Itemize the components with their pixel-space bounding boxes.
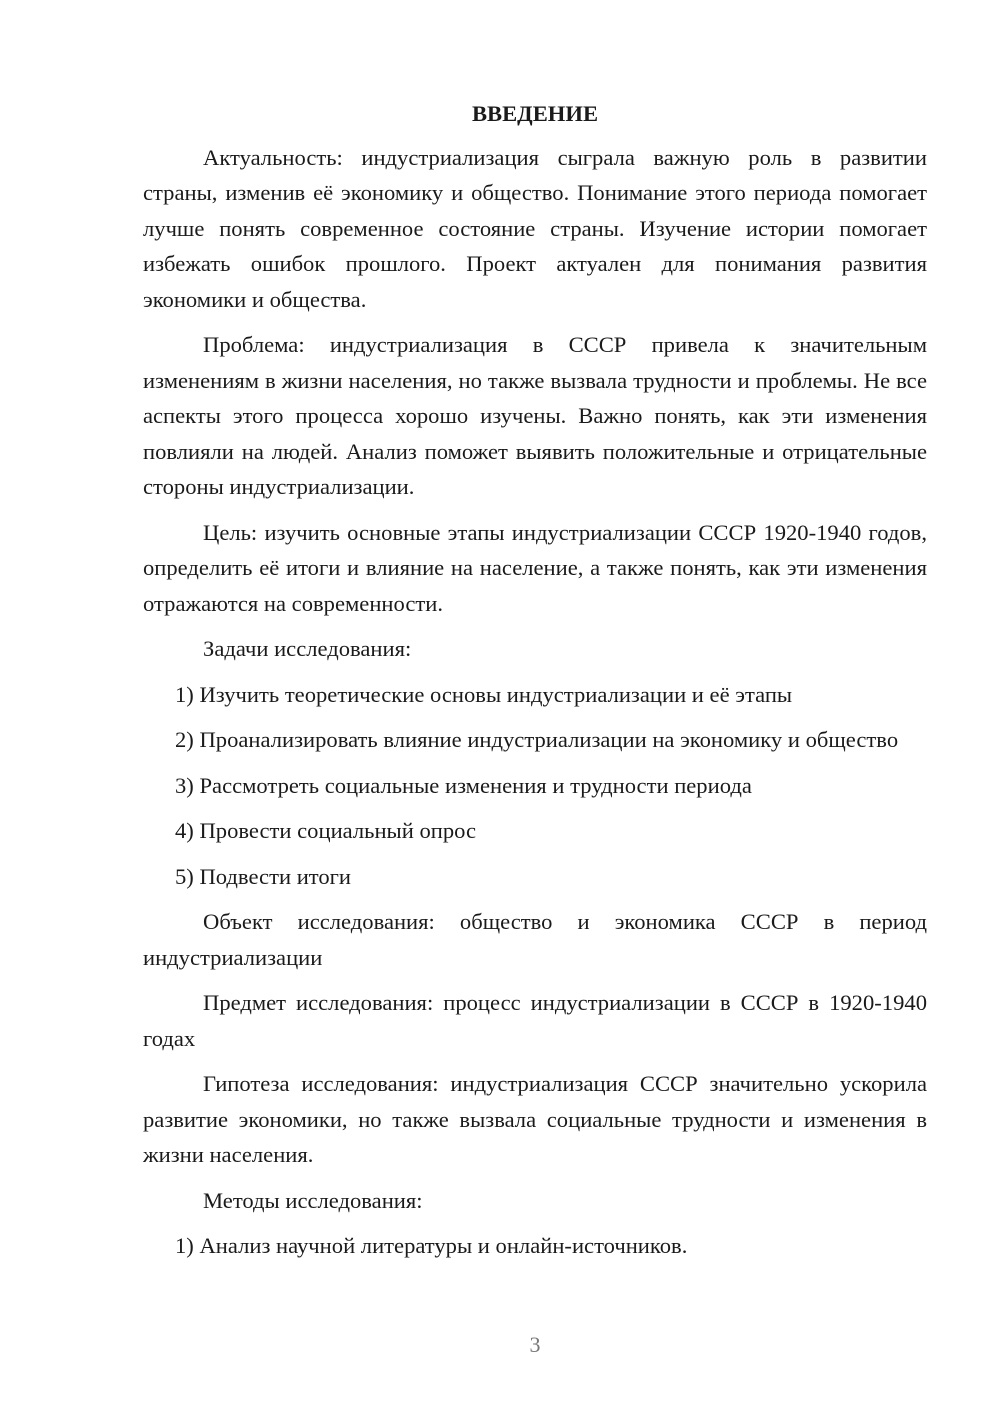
task-item-1: 1) Изучить теоретические основы индустриализации и её этапы bbox=[175, 681, 793, 707]
page-number: 3 bbox=[529, 1332, 541, 1357]
task-item-2: 2) Проанализировать влияние индустриализации на экономику и общество bbox=[175, 727, 899, 752]
task-item-4: 4) Провести социальный опрос bbox=[175, 818, 477, 843]
relevance-paragraph: Актуальность: индустриализация сыграла важную роль в развитии страны, изменив её экономику и общество. Понимание этого периода помогает лучше понять современное состояние страны. Изучение истории помогает избежать ошибок прошлого. Проект актуален для понимания развития экономики и общества. bbox=[143, 144, 927, 312]
goal-paragraph: Цель: изучить основные этапы индустриализации СССР 1920-1940 годов, определить её итоги и влияние на население, а также понять, как эти изменения отражаются на современности. bbox=[143, 519, 927, 616]
methods-heading: Методы исследования: bbox=[203, 1187, 423, 1213]
tasks-heading: Задачи исследования: bbox=[203, 636, 412, 661]
page-title: ВВЕДЕНИЕ bbox=[471, 101, 599, 126]
subject-paragraph: Предмет исследования: процесс индустриализации в СССР в 1920-1940 годах bbox=[143, 990, 927, 1051]
object-paragraph: Объект исследования: общество и экономика СССР в период индустриализации bbox=[143, 909, 927, 970]
problem-paragraph: Проблема: индустриализация в СССР привела к значительным изменениям в жизни населения, но также вызвала трудности и проблемы. Не все аспекты этого процесса хорошо изучены. Важно понять, как эти изменения повлияли на людей. Анализ поможет выявить положительные и отрицательные стороны индустриализации. bbox=[143, 332, 927, 499]
method-item-1: 1) Анализ научной литературы и онлайн-источников. bbox=[175, 1233, 688, 1258]
task-item-5: 5) Подвести итоги bbox=[175, 863, 352, 889]
hypothesis-paragraph: Гипотеза исследования: индустриализация СССР значительно ускорила развитие экономики, но также вызвала социальные трудности и изменения в жизни населения. bbox=[143, 1071, 927, 1167]
task-item-3: 3) Рассмотреть социальные изменения и трудности периода bbox=[175, 772, 752, 798]
page-content bbox=[143, 96, 927, 1274]
